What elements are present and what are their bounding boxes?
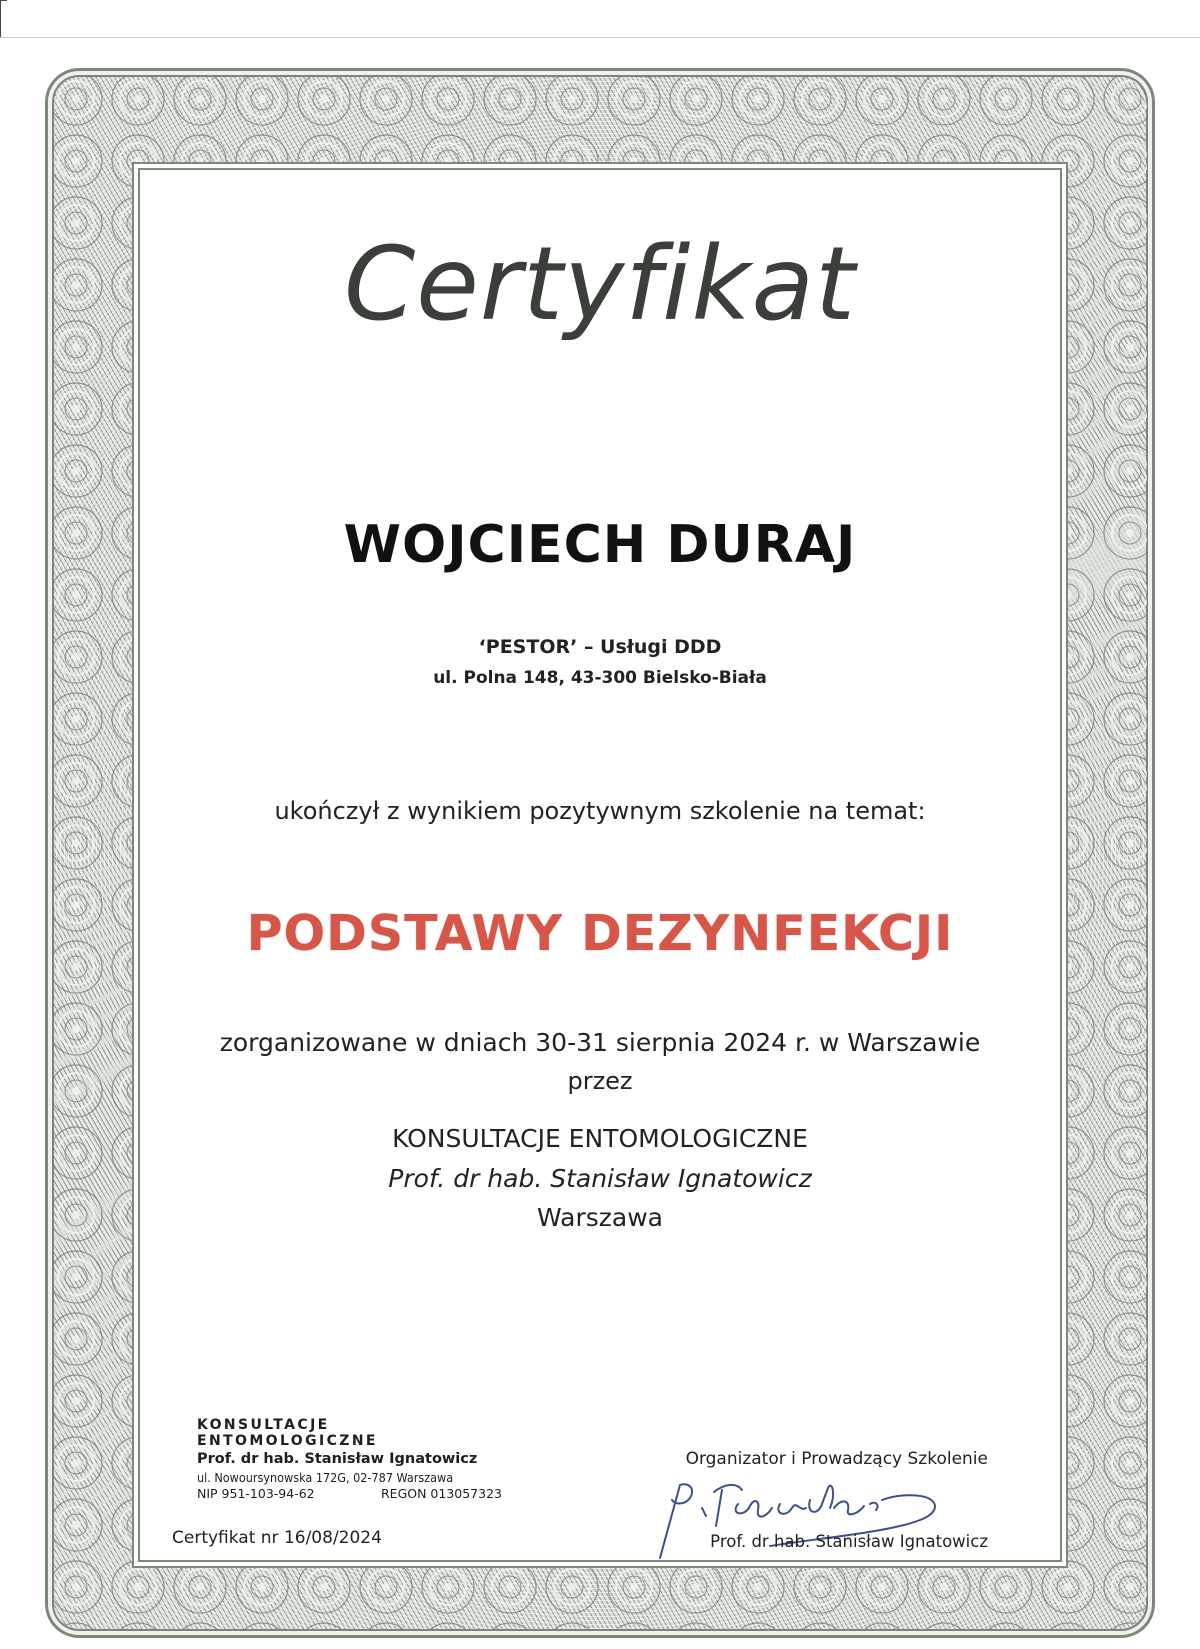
- handwritten-signature: [650, 1470, 980, 1570]
- course-title: PODSTAWY DEZYNFEKCJI: [246, 905, 954, 962]
- completion-statement: ukończył z wynikiem pozytywnym szkolenie na temat:: [274, 797, 926, 825]
- recipient-name: WOJCIECH DURAJ: [343, 515, 857, 575]
- scan-top-line: [0, 37, 1200, 38]
- event-dates: zorganizowane w dniach 30-31 sierpnia 2024 r. w Warszawie: [219, 1028, 981, 1057]
- certificate-body: [140, 170, 1060, 1560]
- stamp-line-address: ul. Nowoursynowska 172G, 02-787 Warszawa: [197, 1470, 454, 1485]
- scan-edge-mark: [0, 0, 7, 37]
- organizer-city: Warszawa: [537, 1203, 663, 1232]
- stamp-nip: NIP 951-103-94-62: [197, 1486, 315, 1501]
- signer-name: Prof. dr hab. Stanisław Ignatowicz: [710, 1532, 988, 1551]
- certificate-title: Certyfikat: [343, 225, 857, 344]
- company-stamp: [197, 1417, 502, 1501]
- recipient-address: ul. Polna 148, 43-300 Bielsko-Biała: [433, 668, 767, 688]
- recipient-company: ‘PESTOR’ – Usługi DDD: [478, 636, 722, 658]
- stamp-line-company: KONSULTACJE ENTOMOLOGICZNE: [197, 1417, 378, 1449]
- organizer-person: Prof. dr hab. Stanisław Ignatowicz: [388, 1164, 812, 1193]
- stamp-line-person: Prof. dr hab. Stanisław Ignatowicz: [197, 1451, 478, 1467]
- stamp-regon: REGON 013057323: [380, 1486, 502, 1501]
- organizer-label: Organizator i Prowadzący Szkolenie: [685, 1449, 988, 1469]
- stamp-line-ids: [197, 1486, 502, 1501]
- certificate-number: Certyfikat nr 16/08/2024: [172, 1528, 382, 1548]
- by-label: przez: [567, 1067, 633, 1095]
- organizer-name: KONSULTACJE ENTOMOLOGICZNE: [392, 1124, 808, 1153]
